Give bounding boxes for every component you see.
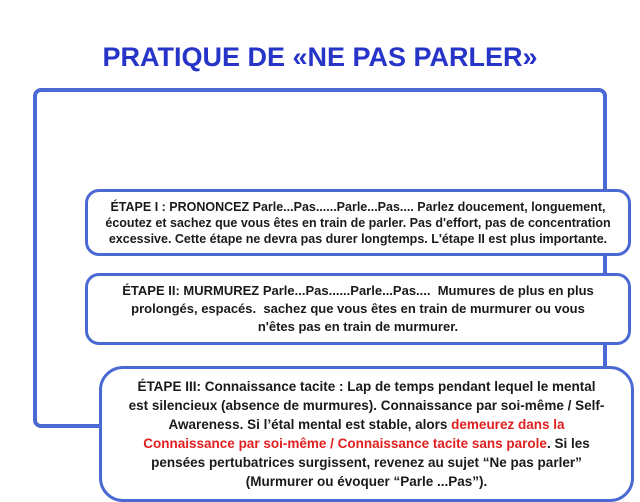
text-line	[105, 215, 610, 231]
text-line	[143, 434, 589, 453]
highlighted-text-segment: Connaissance par soi-même / Connaissance tacite sans parole	[143, 436, 547, 451]
text-segment: ÉTAPE III: Connaissance tacite : Lap de temps pendant lequel le mental	[137, 379, 596, 394]
text-segment: pensées pertubatrices surgissent, revenez au sujet “Ne pas parler”	[151, 455, 582, 470]
text-segment: (Murmurer ou évoquer “Parle ...Pas”).	[245, 474, 488, 489]
text-segment: écoutez et sachez que vous êtes en train de parler. Pas d'effort, pas de concentration	[105, 215, 611, 230]
text-segment: Awareness. Si l’étal mental est stable, alors	[168, 417, 452, 432]
text-segment: ÉTAPE II: MURMUREZ Parle...Pas......Parle...Pas.... Mumures de plus en plus	[122, 283, 594, 298]
text-line	[129, 396, 605, 415]
text-line	[110, 199, 605, 215]
text-segment: n'êtes pas en train de murmurer.	[257, 319, 459, 334]
text-line	[137, 377, 595, 396]
text-segment: ÉTAPE I : PRONONCEZ Parle...Pas......Parle...Pas.... Parlez doucement, longuement,	[110, 199, 606, 214]
text-line	[246, 472, 488, 491]
text-line	[258, 318, 458, 336]
etape-1-box	[85, 189, 631, 256]
highlighted-text-segment: demeurez dans la	[451, 417, 565, 432]
text-segment: prolongés, espacés. sachez que vous êtes en train de murmurer ou vous	[131, 301, 585, 316]
text-segment: excessive. Cette étape ne devra pas durer longtemps. L'étape II est plus importante.	[108, 231, 608, 246]
text-line	[131, 300, 585, 318]
text-line	[169, 415, 565, 434]
text-line	[109, 231, 607, 247]
text-segment: . Si les	[546, 436, 590, 451]
text-segment: est silencieux (absence de murmures). Connaissance par soi-même / Self-	[128, 398, 605, 413]
outer-frame	[33, 88, 611, 489]
text-line	[122, 282, 594, 300]
etape-3-box	[99, 366, 634, 502]
text-line	[151, 453, 582, 472]
etape-2-box	[85, 273, 631, 345]
page-title: PRATIQUE DE «NE PAS PARLER»	[102, 42, 538, 72]
